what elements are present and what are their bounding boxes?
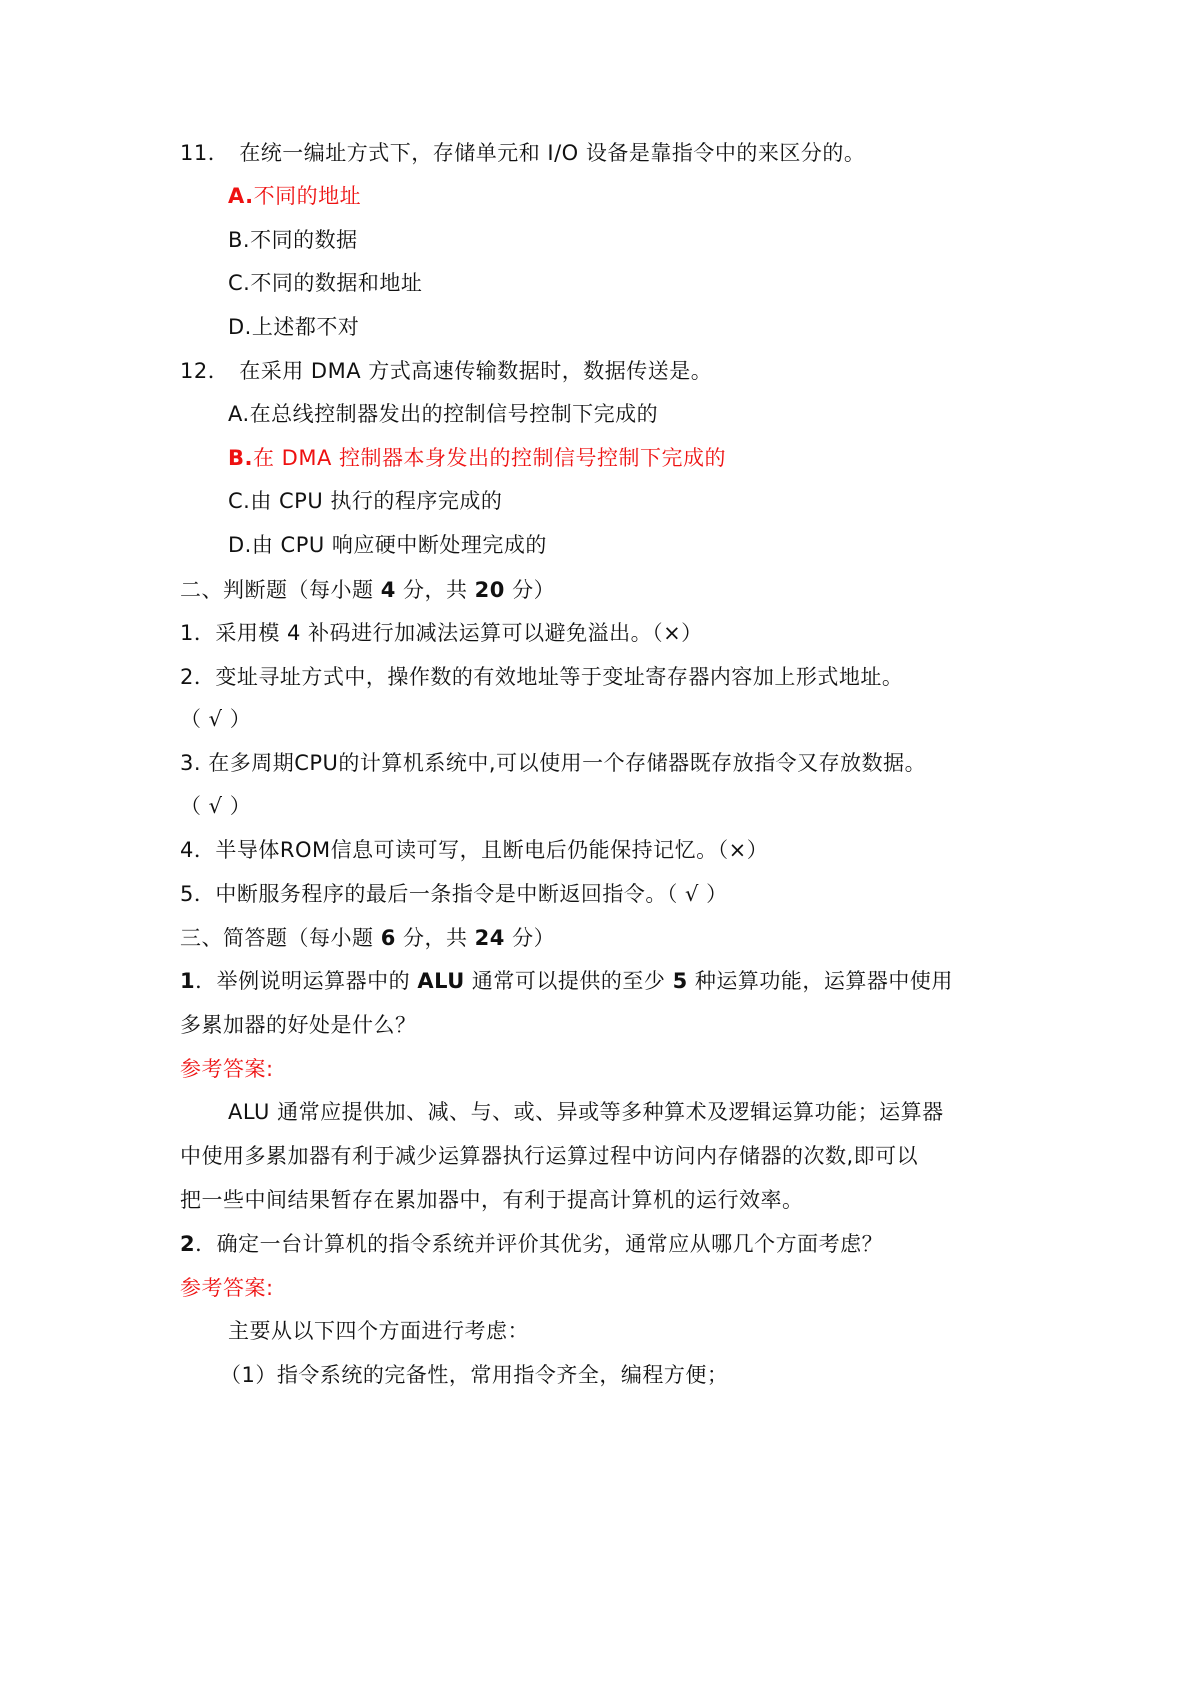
answer-1-line-3 <box>180 1185 804 1215</box>
option-text: 由 CPU 响应硬中断处理完成的 <box>251 533 547 557</box>
q11-option-b <box>228 225 358 255</box>
section-title-text: 三、简答题（每小题 <box>180 926 381 950</box>
question-11 <box>180 138 865 168</box>
option-text: 在总线控制器发出的控制信号控制下完成的 <box>249 402 659 426</box>
answer-text: ALU 通常应提供加、减、与、或、异或等多种算术及逻辑运算功能；运算器 <box>228 1100 944 1124</box>
question-text: 在统一编址方式下，存储单元和 I/O 设备是靠指令中的来区分的。 <box>239 141 866 165</box>
tf-item-4 <box>180 835 768 865</box>
question-text: ．举例说明运算器中的 <box>195 969 418 993</box>
option-label: C. <box>228 271 251 295</box>
question-number: 2 <box>180 1232 196 1256</box>
section-title-text: 分，共 <box>395 926 475 950</box>
question-text-bold: 5 <box>672 969 688 993</box>
tf-item-5 <box>180 879 728 909</box>
option-text: 上述都不对 <box>251 315 360 339</box>
tf-item-2 <box>180 662 903 692</box>
section-total: 24 <box>474 926 505 950</box>
answer-label: 参考答案: <box>180 1057 274 1081</box>
option-label: B. <box>228 446 253 470</box>
section-title-text: 分） <box>504 578 556 602</box>
section-2-title <box>180 575 555 605</box>
question-text: 通常可以提供的至少 <box>464 969 673 993</box>
question-text: ．确定一台计算机的指令系统并评价其优劣，通常应从哪几个方面考虑？ <box>195 1232 884 1256</box>
question-text: 多累加器的好处是什么？ <box>180 1013 417 1037</box>
section-title-text: 二、判断题（每小题 <box>180 578 381 602</box>
answer-text: 主要从以下四个方面进行考虑： <box>228 1319 529 1343</box>
q12-option-b <box>228 443 726 473</box>
q11-option-a <box>228 181 361 211</box>
question-text-bold: ALU <box>417 969 465 993</box>
question-text: 在采用 DMA 方式高速传输数据时，数据传送是。 <box>239 359 713 383</box>
option-text: 不同的数据和地址 <box>250 271 423 295</box>
tf-item-text: 4．半导体ROM信息可读可写，且断电后仍能保持记忆。（×） <box>180 838 769 862</box>
question-text: 种运算功能，运算器中使用 <box>687 969 953 993</box>
option-label: D. <box>228 533 252 557</box>
tf-item-text: 1．采用模 4 补码进行加减法运算可以避免溢出。（×） <box>180 621 703 645</box>
answer-label-2 <box>180 1273 274 1303</box>
q12-option-c <box>228 486 502 516</box>
question-12 <box>180 356 712 386</box>
answer-label-1 <box>180 1054 274 1084</box>
answer-text: 中使用多累加器有利于减少运算器执行运算过程中访问内存储器的次数,即可以 <box>180 1144 919 1168</box>
question-number: 12． <box>180 359 230 383</box>
section-title-text: 分，共 <box>395 578 475 602</box>
answer-1-line-2 <box>180 1141 918 1171</box>
q11-option-d <box>228 312 359 342</box>
tf-item-answer: （ √ ） <box>180 707 252 731</box>
tf-item-answer: （ √ ） <box>180 794 252 818</box>
q12-option-d <box>228 530 547 560</box>
option-text: 在 DMA 控制器本身发出的控制信号控制下完成的 <box>252 446 726 470</box>
tf-item-1 <box>180 618 703 648</box>
sa-question-1-cont <box>180 1010 417 1040</box>
section-3-title <box>180 923 555 953</box>
section-title-text: 分） <box>504 926 556 950</box>
answer-2-line-1 <box>228 1316 529 1346</box>
option-label: A. <box>228 184 254 208</box>
tf-item-text: 3. 在多周期CPU的计算机系统中,可以使用一个存储器既存放指令又存放数据。 <box>180 751 927 775</box>
tf-item-text: 5．中断服务程序的最后一条指令是中断返回指令。（ √ ） <box>180 882 728 906</box>
sa-question-2 <box>180 1229 883 1259</box>
q12-option-a <box>228 399 658 429</box>
answer-text: （1）指令系统的完备性，常用指令齐全，编程方便； <box>220 1363 729 1387</box>
tf-item-text: 2．变址寻址方式中，操作数的有效地址等于变址寄存器内容加上形式地址。 <box>180 665 904 689</box>
sa-question-1 <box>180 966 953 996</box>
option-label: B. <box>228 228 251 252</box>
option-label: C. <box>228 489 251 513</box>
answer-1-line-1 <box>228 1097 944 1127</box>
option-text: 不同的地址 <box>253 184 362 208</box>
option-label: A. <box>228 402 250 426</box>
section-total: 20 <box>474 578 505 602</box>
tf-item-2-answer <box>180 704 251 734</box>
option-text: 不同的数据 <box>250 228 358 252</box>
q11-option-c <box>228 268 422 298</box>
option-label: D. <box>228 315 252 339</box>
question-number: 11． <box>180 141 230 165</box>
question-number: 1 <box>180 969 196 993</box>
answer-label: 参考答案: <box>180 1276 274 1300</box>
answer-2-line-2 <box>220 1360 728 1390</box>
section-score: 6 <box>380 926 396 950</box>
option-text: 由 CPU 执行的程序完成的 <box>250 489 503 513</box>
tf-item-3 <box>180 748 926 778</box>
tf-item-3-answer <box>180 791 251 821</box>
section-score: 4 <box>380 578 396 602</box>
answer-text: 把一些中间结果暂存在累加器中，有利于提高计算机的运行效率。 <box>180 1188 804 1212</box>
